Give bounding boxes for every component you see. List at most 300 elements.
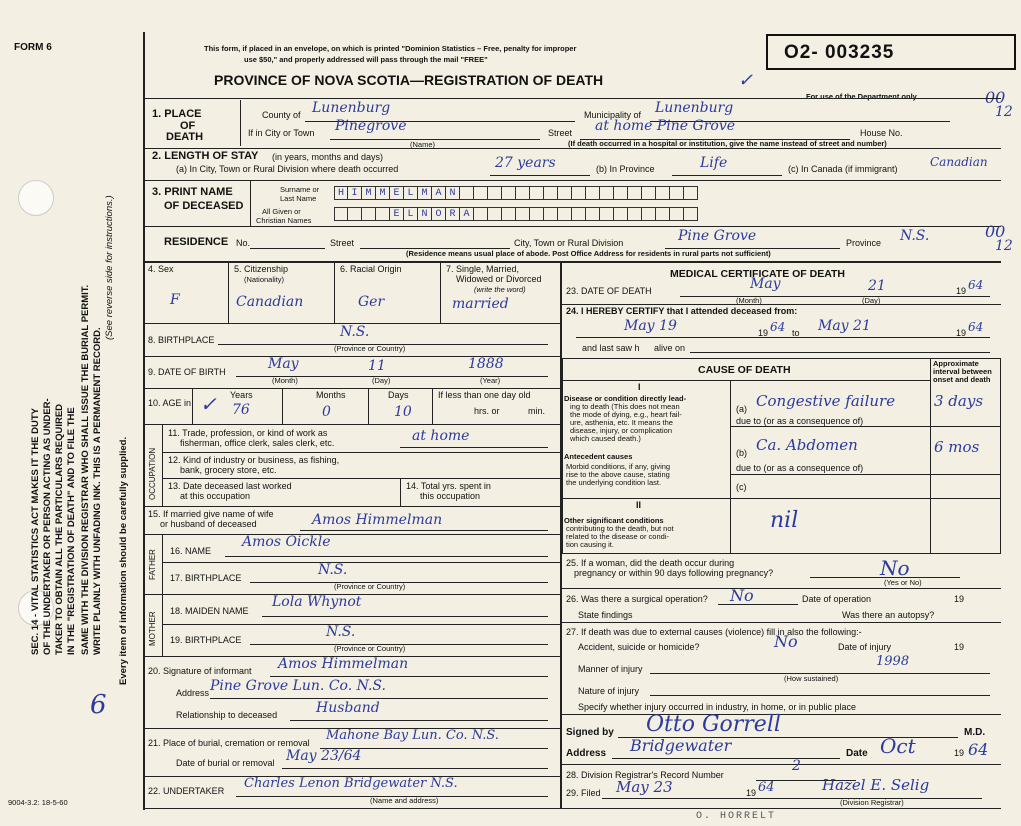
dob-month: May xyxy=(268,356,299,372)
sign-address-label: Address xyxy=(566,748,607,759)
county-label: County of xyxy=(262,110,301,120)
v-years xyxy=(282,388,283,424)
maiden-value: Lola Whynot xyxy=(272,594,362,610)
birthplace-value: N.S. xyxy=(340,324,370,340)
given-name-cell: A xyxy=(460,207,474,221)
from-year19: 19 xyxy=(758,328,769,338)
surname-cell xyxy=(600,186,614,200)
residence-city-label: City, Town or Rural Division xyxy=(514,238,624,248)
surname-cell xyxy=(628,186,642,200)
last-saw-label: and last saw h xyxy=(582,343,640,353)
div-reg-no-label: 28. Division Registrar's Record Number xyxy=(566,770,724,780)
sec25-bottom xyxy=(560,588,1001,589)
cause-b-line xyxy=(730,474,1001,475)
inf-address-label: Address xyxy=(176,688,210,698)
given-name-cell xyxy=(474,207,488,221)
morbid-1: Morbid conditions, if any, giving xyxy=(566,462,671,471)
cause-b-value: Ca. Abdomen xyxy=(756,436,858,454)
interval-divider xyxy=(930,358,931,554)
filed-date-value: May 23 xyxy=(616,778,673,796)
nature-label: Nature of injury xyxy=(578,686,640,696)
burial-label: 21. Place of burial, cremation or removal xyxy=(148,738,310,748)
total-yrs-label: 14. Total yrs. spent in xyxy=(406,481,491,491)
occ-divider xyxy=(162,424,163,506)
of-deceased-label: OF DECEASED xyxy=(164,200,244,212)
undertaker-value: Charles Lenon Bridgewater N.S. xyxy=(244,776,458,791)
given-cells xyxy=(334,207,698,221)
footer-code: 9004-3.2: 18-5-60 xyxy=(8,798,68,807)
medical-cert-label: MEDICAL CERTIFICATE OF DEATH xyxy=(670,268,845,280)
sidebar-line-6: WRITE PLAINLY WITH UNFADING INK. THIS IS A PERMANENT RECORD. xyxy=(92,327,103,655)
sex-label: 4. Sex xyxy=(148,264,174,274)
interval-a-value: 3 days xyxy=(934,392,984,410)
nature-line xyxy=(650,695,990,696)
roman-1: I xyxy=(638,382,641,392)
sign-date-value: Oct xyxy=(880,734,916,758)
surname-cell xyxy=(516,186,530,200)
marital-label-3: (write the word) xyxy=(474,285,526,294)
signed-by-value: Otto Gorrell xyxy=(646,712,781,737)
specify-label: Specify whether injury occurred in industry, in home, or in public place xyxy=(578,702,856,712)
to-label: to xyxy=(792,328,800,338)
length-stay-sub: (in years, months and days) xyxy=(272,152,384,162)
maiden-line xyxy=(262,616,548,617)
sec2-bottom xyxy=(143,180,1001,181)
v-sex xyxy=(228,261,229,323)
father-bp-value: N.S. xyxy=(318,562,348,578)
hrs-label: hrs. or xyxy=(474,406,500,416)
sign-year19: 19 xyxy=(954,748,965,758)
sign-bottom xyxy=(560,764,1001,765)
dod-line xyxy=(680,296,990,297)
given-name-cell xyxy=(670,207,684,221)
relationship-value: Husband xyxy=(316,700,380,716)
v-racial xyxy=(440,261,441,323)
surgical-label: 26. Was there a surgical operation? xyxy=(566,594,708,604)
injury-year19: 19 xyxy=(954,642,965,652)
woman-label-2: pregnancy or within 90 days following pregnancy? xyxy=(574,568,774,578)
surname-cell xyxy=(488,186,502,200)
place-label: 1. PLACE xyxy=(152,108,202,120)
autopsy-label: Was there an autopsy? xyxy=(842,610,935,620)
cause-c-line xyxy=(562,498,1001,499)
father-bp-sub: (Province or Country) xyxy=(334,582,406,591)
street-label: Street xyxy=(548,128,573,138)
interval-b-value: 6 mos xyxy=(934,438,980,456)
cause-inner-divider xyxy=(730,380,731,554)
dept-code-1: 00 xyxy=(985,88,1006,107)
surname-cell: N xyxy=(446,186,460,200)
place-divider xyxy=(240,100,241,146)
christian-label: Christian Names xyxy=(256,216,312,225)
stay-canada-value: Canadian xyxy=(930,155,988,169)
surname-cell: I xyxy=(348,186,362,200)
given-name-cell xyxy=(642,207,656,221)
mother-bp-label: 19. BIRTHPLACE xyxy=(170,635,242,645)
v-months xyxy=(368,388,369,424)
given-name-cell xyxy=(530,207,544,221)
stay-province-value: Life xyxy=(700,155,728,171)
sex-value: F xyxy=(170,292,180,308)
informant-line xyxy=(270,676,548,677)
county-value: Lunenburg xyxy=(312,100,391,116)
death-label: DEATH xyxy=(166,131,204,143)
stay-canada-label: (c) In Canada (if immigrant) xyxy=(788,164,898,174)
v-age xyxy=(192,388,193,424)
relationship-line xyxy=(290,720,548,721)
informant-label: 20. Signature of informant xyxy=(148,666,252,676)
v-citizen xyxy=(334,261,335,323)
father-bp-label: 17. BIRTHPLACE xyxy=(170,573,242,583)
sidebar-line-8: Every item of information should be carefully supplied. xyxy=(118,436,129,685)
form-number: FORM 6 xyxy=(14,42,52,53)
house-no-label: House No. xyxy=(860,128,903,138)
burial-date-line xyxy=(282,768,548,769)
how-sustained-label: (How sustained) xyxy=(784,674,839,683)
marital-label: 7. Single, Married, xyxy=(446,264,520,274)
inf-address-value: Pine Grove Lun. Co. N.S. xyxy=(210,678,386,694)
envelope-notice-2: use $50," and properly addressed will pass through the mail "FREE" xyxy=(244,55,488,64)
from-date: May 19 xyxy=(624,318,677,334)
disease-2: ing to death (This does not mean xyxy=(570,402,680,411)
surname-cell xyxy=(544,186,558,200)
trade-label-2: fisherman, office clerk, sales clerk, etc. xyxy=(180,438,335,448)
residence-label: RESIDENCE xyxy=(164,236,229,248)
other-cond-value: nil xyxy=(770,508,799,533)
name-sublabel: (Name) xyxy=(410,140,436,149)
father-divider xyxy=(162,534,163,594)
sec11-bottom xyxy=(162,452,560,453)
last-name-label: Last Name xyxy=(280,194,317,203)
last-worked-label-2: at this occupation xyxy=(180,491,251,501)
pregnancy-value: No xyxy=(880,556,910,580)
sec1-bottom xyxy=(143,148,1001,149)
op-year19: 19 xyxy=(954,594,965,604)
dod-month-label: (Month) xyxy=(736,296,762,305)
sec18-bottom xyxy=(162,624,560,625)
envelope-notice-1: This form, if placed in an envelope, on which is printed "Dominion Statistics – Free, penalty for improper xyxy=(204,44,577,53)
city-town-value: Pinegrove xyxy=(335,118,407,134)
city-town-label: If in City or Town xyxy=(248,128,315,138)
father-label: FATHER xyxy=(148,549,157,580)
dept-use-label: For use of the Department only xyxy=(806,92,917,101)
spouse-label: 15. If married give name of wife xyxy=(148,509,274,519)
due-to-b: due to (or as a consequence of) xyxy=(736,463,864,473)
father-name-line xyxy=(225,556,548,557)
dod-year: 64 xyxy=(968,278,984,292)
manner-code: 1998 xyxy=(876,654,910,669)
frame-top xyxy=(143,98,1001,99)
trade-line xyxy=(400,447,548,448)
racial-value: Ger xyxy=(358,294,385,310)
municipality-label: Municipality of xyxy=(584,110,642,120)
maiden-label: 18. MAIDEN NAME xyxy=(170,606,249,616)
residence-province-value: N.S. xyxy=(900,228,930,244)
surname-cells xyxy=(334,186,698,200)
disease-5: disease, injury, or complication xyxy=(570,426,672,435)
given-name-cell: N xyxy=(418,207,432,221)
surname-cell xyxy=(656,186,670,200)
surname-cell: H xyxy=(334,186,348,200)
registrar-value: Hazel E. Selig xyxy=(822,776,930,794)
print-name-label: 3. PRINT NAME xyxy=(152,186,233,198)
mother-divider xyxy=(162,594,163,656)
street-value: at home Pine Grove xyxy=(595,118,736,134)
municipality-value: Lunenburg xyxy=(655,100,734,116)
given-name-cell xyxy=(572,207,586,221)
given-name-cell: R xyxy=(446,207,460,221)
racial-label: 6. Racial Origin xyxy=(340,264,402,274)
mother-bp-sub: (Province or Country) xyxy=(334,644,406,653)
accident-value: No xyxy=(774,632,798,651)
other-4: tion causing it. xyxy=(566,540,614,549)
res-no-line xyxy=(250,248,325,249)
sec10-bottom xyxy=(143,424,560,425)
spouse-line xyxy=(300,530,548,531)
stay-city-label: (a) In City, Town or Rural Division where death occurred xyxy=(176,164,399,174)
given-name-cell xyxy=(334,207,348,221)
manner-label: Manner of injury xyxy=(578,664,643,674)
informant-value: Amos Himmelman xyxy=(278,656,409,672)
surname-cell xyxy=(502,186,516,200)
industry-label-2: bank, grocery store, etc. xyxy=(180,465,277,475)
approx-label: Approximate interval between onset and death xyxy=(933,359,992,384)
dod-day: 21 xyxy=(868,278,886,294)
surname-cell xyxy=(642,186,656,200)
sec26-bottom xyxy=(560,622,1001,623)
date-injury-label: Date of injury xyxy=(838,642,892,652)
residence-street-label: Street xyxy=(330,238,355,248)
record-no-value: 2 xyxy=(792,758,801,774)
surname-cell xyxy=(474,186,488,200)
to-date: May 21 xyxy=(818,318,871,334)
surname-cell: L xyxy=(404,186,418,200)
morbid-2: rise to the above cause, stating xyxy=(566,470,670,479)
punch-hole-top xyxy=(18,180,54,216)
sidebar-line-4: IN THE "REGISTRATION OF DEATH" AND TO FILE THE xyxy=(66,407,77,655)
margin-mark: 6 xyxy=(90,690,107,720)
name-divider xyxy=(250,180,251,226)
sign-address-line xyxy=(612,758,840,759)
birthplace-label: 8. BIRTHPLACE xyxy=(148,335,215,345)
given-name-cell xyxy=(544,207,558,221)
given-name-cell xyxy=(362,207,376,221)
stay-city-line xyxy=(490,175,590,176)
sidebar-line-1: SEC. 14 - VITAL STATISTICS ACT MAKES IT THE DUTY xyxy=(30,407,41,655)
residence-city-value: Pine Grove xyxy=(678,228,757,244)
burial-date-value: May 23/64 xyxy=(286,748,362,764)
due-to-a: due to (or as a consequence of) xyxy=(736,416,864,426)
md-label: M.D. xyxy=(964,727,986,738)
filed-year-value: 64 xyxy=(758,780,775,795)
surname-cell xyxy=(670,186,684,200)
cause-a-label: (a) xyxy=(736,404,747,414)
v-13-14 xyxy=(400,478,401,506)
cause-header-line xyxy=(562,380,930,381)
total-yrs-label-2: this occupation xyxy=(420,491,481,501)
check-mark: ✓ xyxy=(738,70,754,91)
stay-province-label: (b) In Province xyxy=(596,164,655,174)
given-name-cell: L xyxy=(404,207,418,221)
given-name-cell xyxy=(600,207,614,221)
surname-cell xyxy=(684,186,698,200)
trade-value: at home xyxy=(412,428,470,444)
burial-date-label: Date of burial or removal xyxy=(176,758,275,768)
certify-line xyxy=(576,337,990,338)
of-label: OF xyxy=(180,120,196,132)
date-op-label: Date of operation xyxy=(802,594,872,604)
surname-cell xyxy=(558,186,572,200)
sec12-bottom xyxy=(162,478,560,479)
sign-year-value: 64 xyxy=(968,740,989,759)
residence-bottom xyxy=(143,261,1001,263)
occ-bottom xyxy=(143,506,560,507)
cause-b-label: (b) xyxy=(736,448,747,458)
dod-label: 23. DATE OF DEATH xyxy=(566,286,652,296)
woman-label: 25. If a woman, did the death occur during xyxy=(566,558,735,568)
roman-2: II xyxy=(636,500,642,510)
v-days xyxy=(432,388,433,424)
external-label: 27. If death was due to external causes (violence) fill in also the following:- xyxy=(566,627,862,637)
residence-note: (Residence means usual place of abode. Post Office Address for residents in rural parts not sufficient) xyxy=(406,249,771,258)
undertaker-label: 22. UNDERTAKER xyxy=(148,786,225,796)
trade-label: 11. Trade, profession, or kind of work as xyxy=(168,428,328,438)
certify-label: 24. I HEREBY CERTIFY that I attended deceased from: xyxy=(566,306,798,316)
given-name-cell xyxy=(586,207,600,221)
age-years: 76 xyxy=(232,402,250,418)
res-code-1: 00 xyxy=(985,222,1006,241)
occupation-label: OCCUPATION xyxy=(148,447,157,500)
dob-day: 11 xyxy=(368,358,386,374)
disease-1: Disease or condition directly lead- xyxy=(564,394,687,403)
age-days: 10 xyxy=(394,404,412,420)
months-label: Months xyxy=(316,390,346,400)
mother-bp-value: N.S. xyxy=(326,624,356,640)
surname-cell xyxy=(614,186,628,200)
cause-a-line xyxy=(730,426,1001,427)
surgical-line xyxy=(718,604,798,605)
res-code-2: 12 xyxy=(995,238,1013,254)
undertaker-sub: (Name and address) xyxy=(370,796,439,805)
age-months: 0 xyxy=(322,404,331,420)
stay-city-value: 27 years xyxy=(495,155,556,171)
father-name-value: Amos Oickle xyxy=(242,534,331,550)
spouse-value: Amos Himmelman xyxy=(312,512,443,528)
from-year: 64 xyxy=(770,320,786,334)
sec23-bottom xyxy=(560,304,1001,305)
dod-month: May xyxy=(750,276,781,292)
surname-cell xyxy=(586,186,600,200)
morbid-3: the underlying condition last. xyxy=(566,478,662,487)
cause-label: CAUSE OF DEATH xyxy=(698,364,791,376)
citizenship-value: Canadian xyxy=(236,294,304,310)
bp-prov-country: (Province or Country) xyxy=(334,344,406,353)
form-title: PROVINCE OF NOVA SCOTIA—REGISTRATION OF DEATH xyxy=(214,72,604,88)
years-label: Years xyxy=(230,390,253,400)
filed-label: 29. Filed xyxy=(566,788,601,798)
less-day-label: If less than one day old xyxy=(438,390,531,400)
given-name-cell xyxy=(558,207,572,221)
given-name-cell xyxy=(614,207,628,221)
disease-3: the mode of dying, e.g., heart fail- xyxy=(570,410,682,419)
dob-year-label: (Year) xyxy=(480,376,501,385)
industry-label: 12. Kind of industry or business, as fishing, xyxy=(168,455,340,465)
antecedent-label: Antecedent causes xyxy=(564,452,633,461)
surgical-value: No xyxy=(730,586,754,605)
accident-label: Accident, suicide or homicide? xyxy=(578,642,700,652)
last-worked-label: 13. Date deceased last worked xyxy=(168,481,292,491)
dod-day-label: (Day) xyxy=(862,296,881,305)
given-name-cell xyxy=(656,207,670,221)
spouse-label-2: or husband of deceased xyxy=(160,519,257,529)
given-name-cell xyxy=(516,207,530,221)
surname-cell: M xyxy=(418,186,432,200)
disease-4: ure, asthenia, etc. It means the xyxy=(570,418,673,427)
stamp-text: O. HORRELT xyxy=(696,811,777,822)
filed-year19: 19 xyxy=(746,788,757,798)
given-label: All Given or xyxy=(262,207,301,216)
given-name-cell xyxy=(502,207,516,221)
sidebar-line-2: OF THE UNDERTAKER OR PERSON ACTING AS UNDER- xyxy=(42,398,53,655)
marital-value: married xyxy=(452,296,509,312)
certificate-number: O2- 003235 xyxy=(766,34,1016,70)
sign-date-label: Date xyxy=(846,748,868,759)
given-name-cell xyxy=(684,207,698,221)
residence-province-label: Province xyxy=(846,238,882,248)
other-1: Other significant conditions xyxy=(564,516,664,525)
length-stay-label: 2. LENGTH OF STAY xyxy=(152,150,259,162)
signed-by-label: Signed by xyxy=(566,727,614,738)
surname-cell: M xyxy=(362,186,376,200)
cause-c-label: (c) xyxy=(736,482,747,492)
alive-line xyxy=(690,352,990,353)
min-label: min. xyxy=(528,406,546,416)
sidebar-line-7: (See reverse side for instructions.) xyxy=(104,195,115,340)
filed-line xyxy=(602,798,982,799)
given-name-cell xyxy=(376,207,390,221)
disease-6: which caused death.) xyxy=(570,434,641,443)
sec3-bottom xyxy=(143,226,1001,227)
marital-label-2: Widowed or Divorced xyxy=(456,274,542,284)
surname-label: Surname or xyxy=(280,185,320,194)
given-name-cell xyxy=(628,207,642,221)
surname-cell: A xyxy=(432,186,446,200)
mother-label: MOTHER xyxy=(148,611,157,646)
surname-cell xyxy=(572,186,586,200)
dob-day-label: (Day) xyxy=(372,376,391,385)
given-name-cell: O xyxy=(432,207,446,221)
residence-no-label: No. xyxy=(236,238,251,248)
dept-code-2: 12 xyxy=(995,104,1013,120)
stay-province-line xyxy=(672,175,782,176)
given-name-cell xyxy=(348,207,362,221)
surname-cell xyxy=(460,186,474,200)
state-findings-label: State findings xyxy=(578,610,633,620)
other-3: related to the disease or condi- xyxy=(566,532,669,541)
given-name-cell xyxy=(488,207,502,221)
other-2: contributing to the death, but not xyxy=(566,524,674,533)
surname-cell xyxy=(530,186,544,200)
burial-value: Mahone Bay Lun. Co. N.S. xyxy=(326,728,499,743)
alive-on-label: alive on xyxy=(654,343,686,353)
days-label: Days xyxy=(388,390,409,400)
relationship-label: Relationship to deceased xyxy=(176,710,278,720)
surname-cell: M xyxy=(376,186,390,200)
citizenship-label: 5. Citizenship xyxy=(234,264,289,274)
to-year: 64 xyxy=(968,320,984,334)
yes-no-label: (Yes or No) xyxy=(884,578,922,587)
div-registrar-label: (Division Registrar) xyxy=(840,798,904,807)
